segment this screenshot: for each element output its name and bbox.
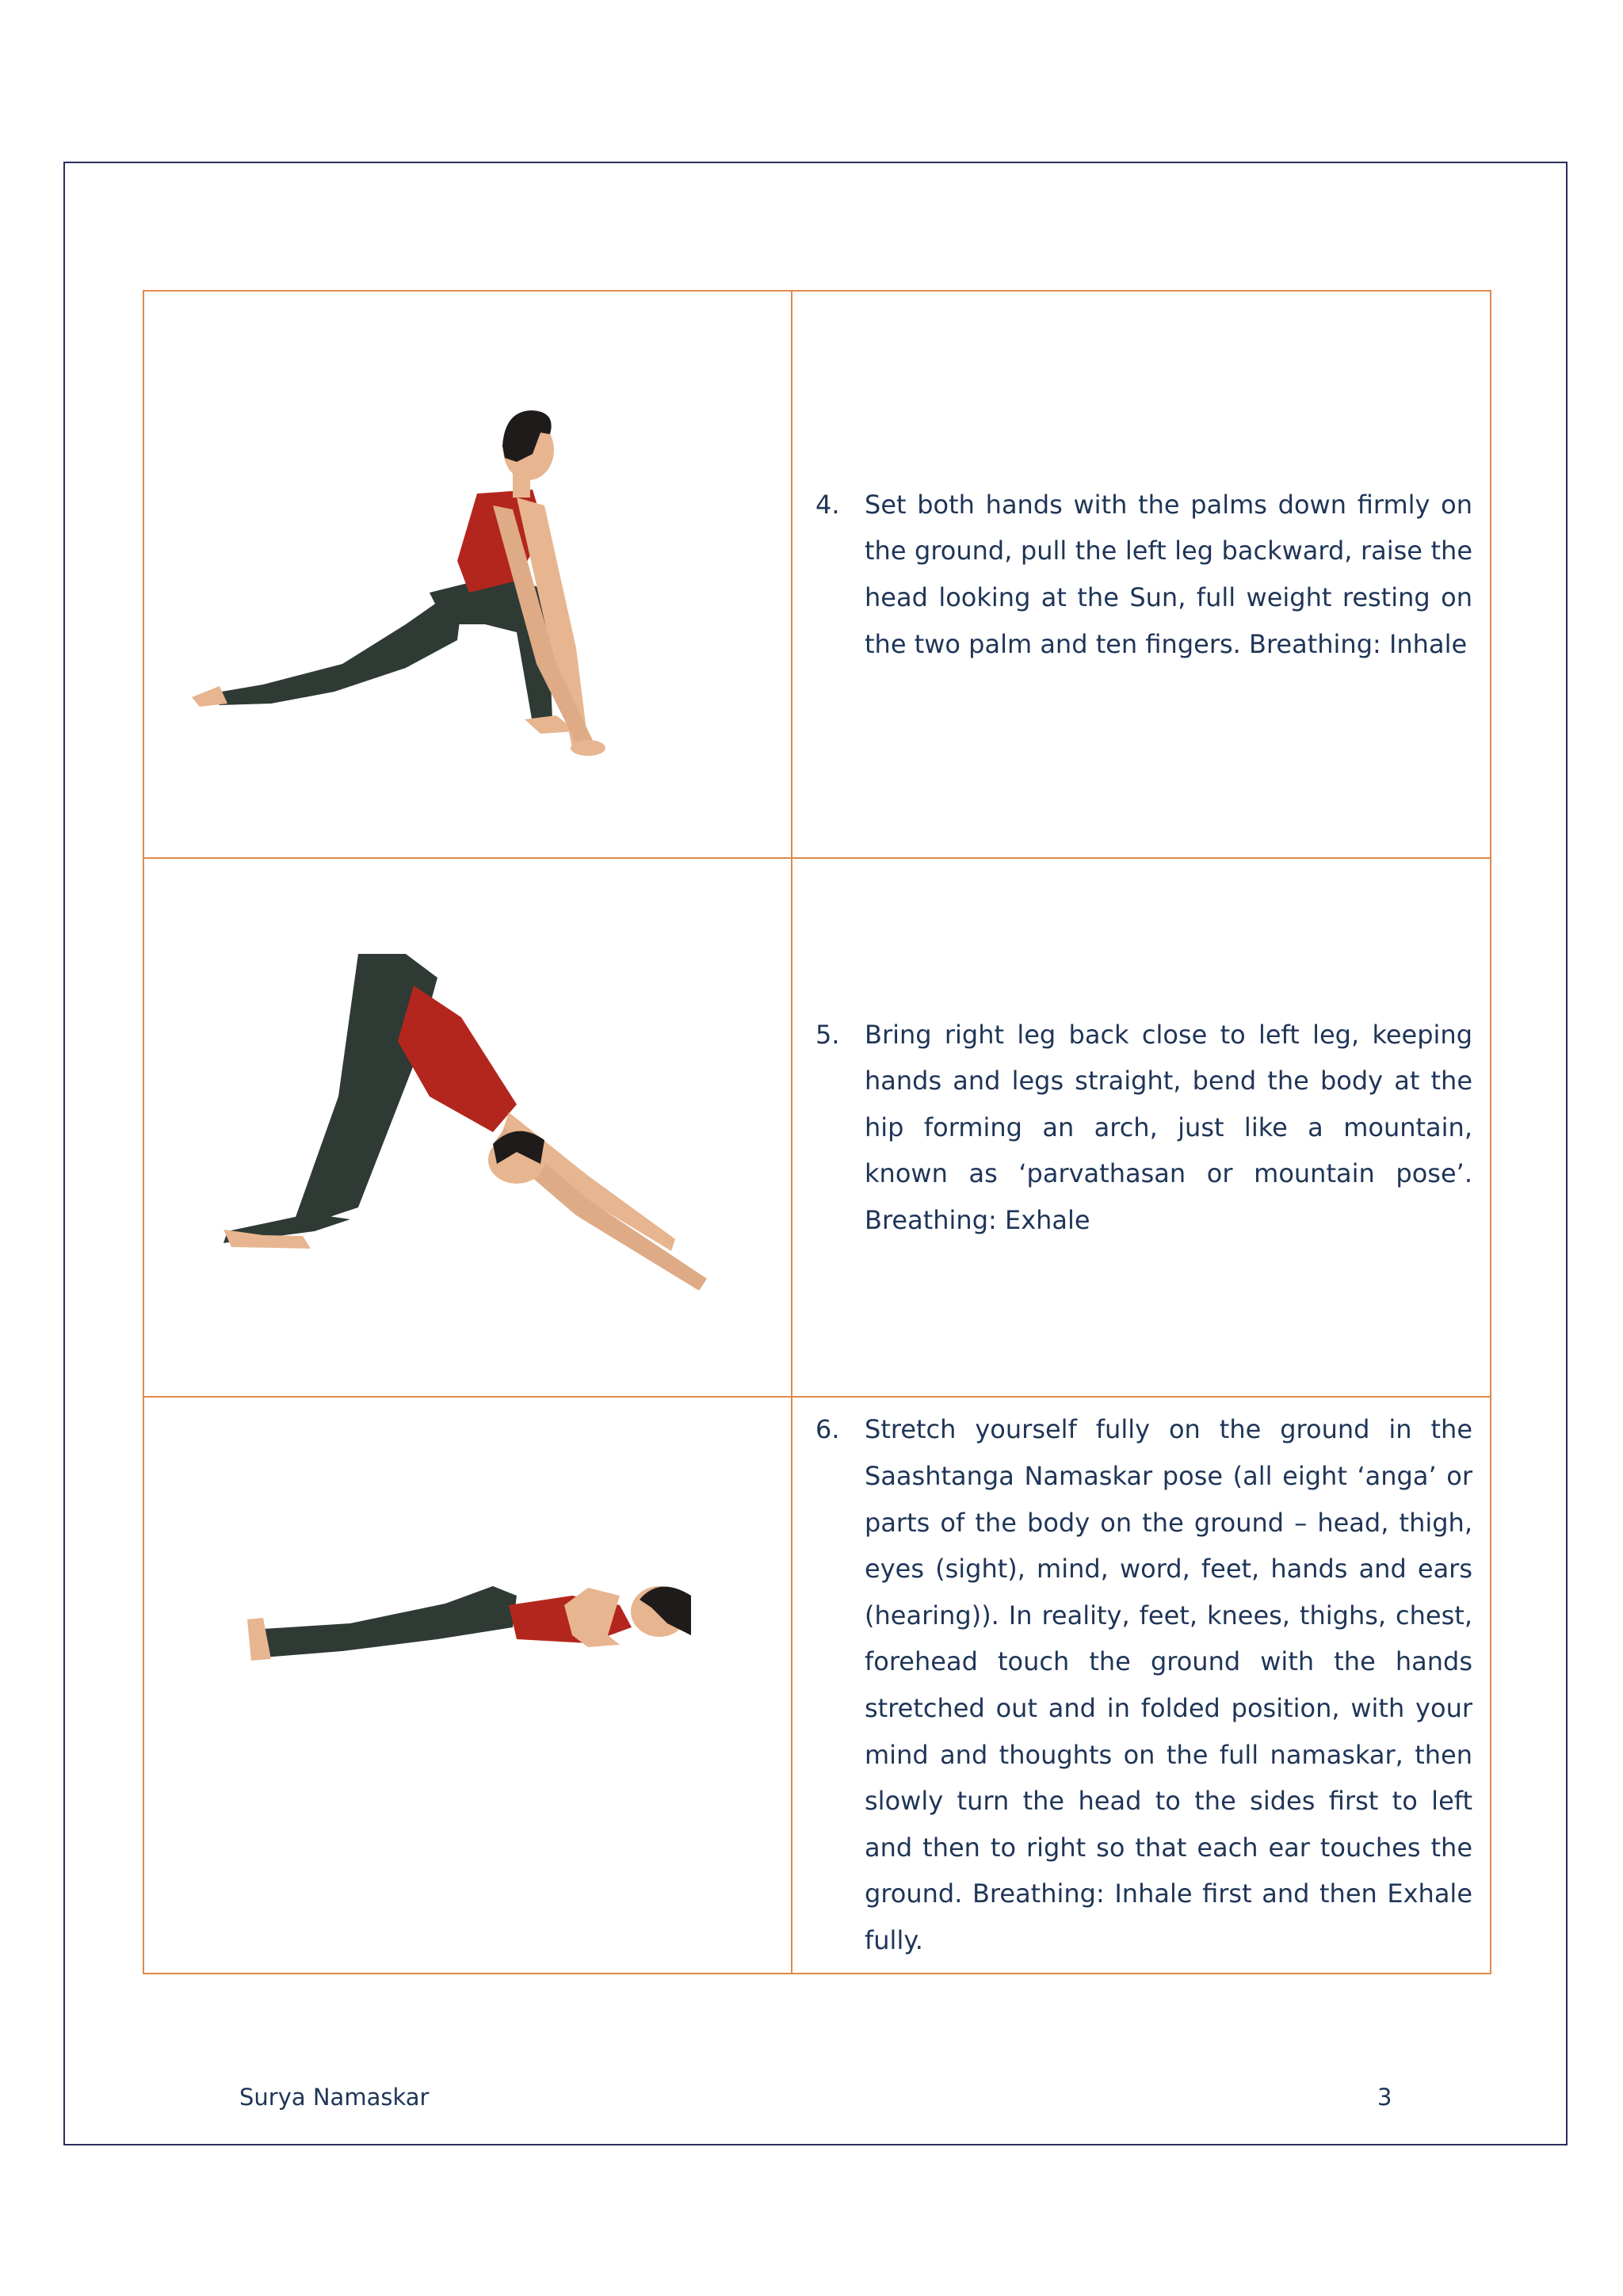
step-number: 6. — [815, 1414, 840, 1445]
pose-image-cell — [143, 1397, 792, 1974]
pose-image-cell — [143, 858, 792, 1397]
pose-table — [143, 290, 1491, 1974]
table-row — [143, 291, 1491, 858]
footer-title: Surya Namaskar — [239, 2084, 430, 2111]
mountain-pose-photo-icon — [144, 859, 792, 1396]
table-row — [143, 1397, 1491, 1974]
step-description: Bring right leg back close to left leg, keeping hands and legs straight, bend the body at the hip forming an arch, just like a mountain, known as ‘parvathasan or mountain pose’. Breathing: Exhale — [865, 1019, 1472, 1235]
step-item — [792, 1406, 1476, 1963]
step-number: 5. — [815, 1019, 840, 1050]
step-item — [792, 482, 1476, 667]
step-item — [792, 1012, 1476, 1244]
step-number: 4. — [815, 489, 840, 520]
table-row — [143, 858, 1491, 1397]
step-text-cell — [792, 1397, 1491, 1974]
step-description: Set both hands with the palms down firmly on the ground, pull the left leg backward, raise the head looking at the Sun, full weight resting on the two palm and ten fingers. Breathing: Inhale — [865, 489, 1472, 659]
step-text-cell — [792, 291, 1491, 858]
page-number: 3 — [1377, 2084, 1392, 2111]
step-text-cell — [792, 858, 1491, 1397]
step-description: Stretch yourself fully on the ground in the Saashtanga Namaskar pose (all eight ‘anga’ or parts of the body on the ground – head, thigh, eyes (sight), mind, word, feet, hands and ears (hearing)). In reality, feet, knees, thighs, chest, forehead touch the ground with the hands stretched out and in folded position, with your mind and thoughts on the full namaskar, then slowly turn the head to the sides first to left and then to right so that each ear touches the ground. Breathing: Inhale first and then Exhale fully. — [865, 1414, 1472, 1955]
low-lunge-pose-photo-icon — [144, 292, 792, 857]
pose-image-cell — [143, 291, 792, 858]
eight-limbed-pose-photo-icon — [144, 1398, 792, 1973]
